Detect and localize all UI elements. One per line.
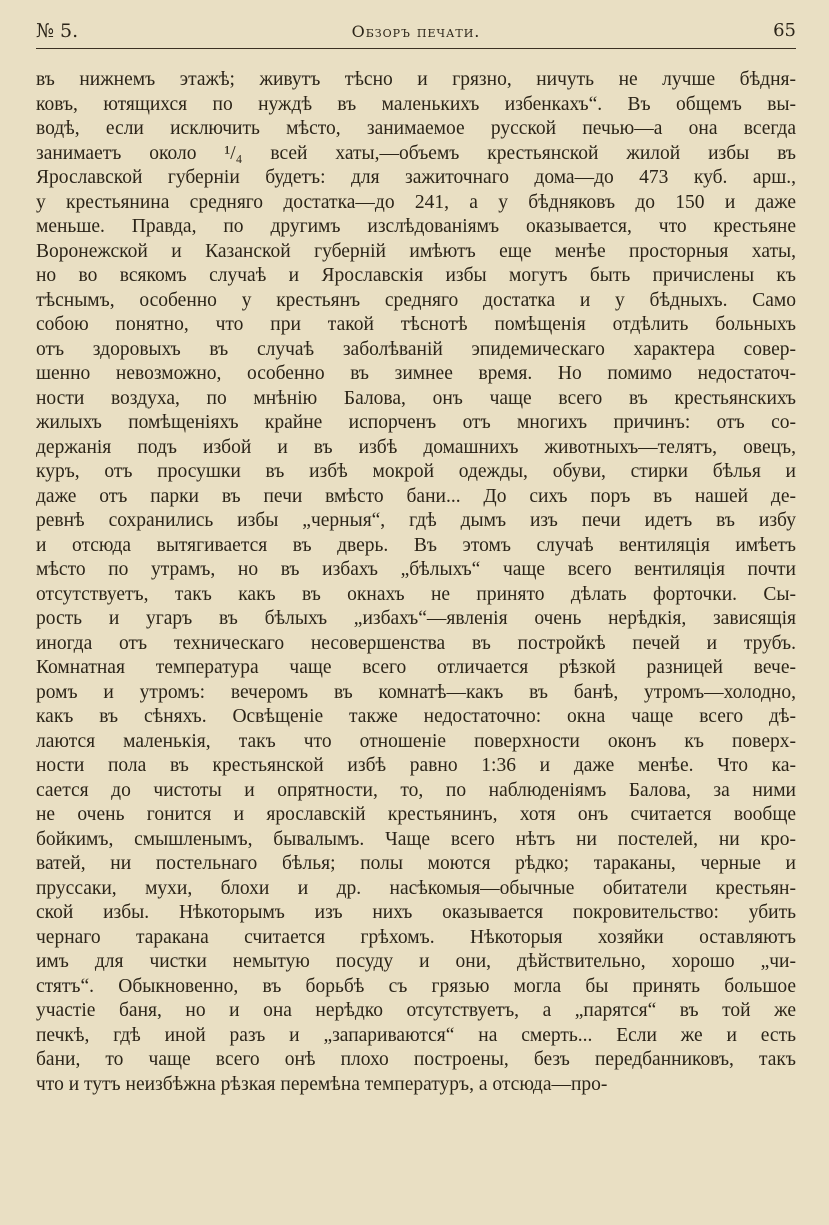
- text-line: занимаетъ около ¹/₄ всей хаты,—объемъ крестьянской жилой избы въ: [36, 142, 796, 164]
- text-line: пруссаки, мухи, блохи и др. насѣкомыя—обычные обитатели крестьян-: [36, 877, 796, 899]
- text-line: какъ въ сѣняхъ. Освѣщеніе также недостаточно: окна чаще всего дѣ-: [36, 706, 796, 727]
- text-line: стятъ“. Обыкновенно, въ борьбѣ съ грязью могла бы принять большое: [36, 975, 796, 997]
- text-line: сается до чистоты и опрятности, то, по наблюденіямъ Балова, за ними: [36, 779, 796, 801]
- text-line: держанія подъ избой и въ избѣ домашнихъ животныхъ—телятъ, овецъ,: [36, 436, 796, 458]
- text-line: ности пола въ крестьянской избѣ равно 1:36 и даже менѣе. Что ка-: [36, 755, 796, 776]
- text-line: куръ, отъ просушки въ избѣ мокрой одежды, обуви, стирки бѣлья и: [36, 461, 796, 482]
- text-line: что и тутъ неизбѣжна рѣзкая перемѣна температуръ, а отсюда—про-: [36, 1073, 608, 1095]
- text-line: имъ для чистки немытую посуду и они, дѣйствительно, хорошо „чи-: [36, 951, 796, 972]
- text-line: Ярославской губерніи будетъ: для зажиточнаго дома—до 473 куб. арш.,: [36, 167, 796, 188]
- text-line: ковъ, ютящихся по нуждѣ въ маленькихъ избенкахъ“. Въ общемъ вы-: [36, 93, 796, 115]
- text-line: рость и угаръ въ бѣлыхъ „избахъ“—явленія очень нерѣдкія, зависящія: [36, 608, 796, 629]
- text-line: бани, то чаще всего онѣ плохо построены, безъ передбанниковъ, такъ: [36, 1049, 796, 1070]
- text-line: тѣснымъ, особенно у крестьянъ средняго достатка и у бѣдныхъ. Само: [36, 289, 796, 311]
- text-line: участіе баня, но и она нерѣдко отсутствуетъ, а „парятся“ въ той же: [36, 1000, 796, 1021]
- page-number: 65: [773, 20, 796, 41]
- text-line: у крестьянина средняго достатка—до 241, а у бѣдняковъ до 150 и даже: [36, 191, 796, 213]
- text-line: ности воздуха, по мнѣнію Балова, онъ чаще всего въ крестьянскихъ: [36, 387, 796, 409]
- text-line: въ нижнемъ этажѣ; живутъ тѣсно и грязно, ничуть не лучше бѣдня-: [36, 69, 796, 90]
- text-line: ревнѣ сохранились избы „черныя“, гдѣ дымъ изъ печи идетъ въ избу: [36, 510, 796, 531]
- text-line: но во всякомъ случаѣ и Ярославскія избы могутъ быть причислены къ: [36, 265, 796, 286]
- text-line: бойкимъ, смышленымъ, бывалымъ. Чаще всего нѣтъ ни постелей, ни кро-: [36, 828, 796, 850]
- text-line: лаются маленькія, такъ что отношеніе поверхности оконъ къ поверх-: [36, 730, 796, 752]
- text-line: не очень гонится и ярославскій крестьянинъ, хотя онъ считается вообще: [36, 804, 796, 825]
- text-line: Воронежской и Казанской губерній имѣютъ еще менѣе просторныя хаты,: [36, 240, 796, 262]
- text-line: иногда отъ техническаго несовершенства въ постройкѣ печей и трубъ.: [36, 632, 796, 654]
- text-line: даже отъ парки въ печи вмѣсто бани... До сихъ поръ въ нашей де-: [36, 485, 796, 507]
- body-paragraph: [36, 68, 796, 1097]
- text-line: мѣсто по утрамъ, но въ избахъ „бѣлыхъ“ чаще всего вентиляція почти: [36, 559, 796, 580]
- text-line: жилыхъ помѣщеніяхъ крайне испорченъ отъ многихъ причинъ: отъ со-: [36, 412, 796, 433]
- section-title: Обзоръ печати.: [351, 22, 481, 41]
- text-line: ватей, ни постельнаго бѣлья; полы моются рѣдко; тараканы, черные и: [36, 853, 796, 874]
- text-line: собою понятно, что при такой тѣснотѣ помѣщенія отдѣлить больныхъ: [36, 314, 796, 335]
- text-line: ской избы. Нѣкоторымъ изъ нихъ оказывается покровительство: убить: [36, 902, 796, 923]
- text-line: и отсюда вытягивается въ дверь. Въ этомъ случаѣ вентиляція имѣетъ: [36, 534, 796, 556]
- text-line: водѣ, если исключить мѣсто, занимаемое русской печью—а она всегда: [36, 118, 796, 139]
- text-line: отъ здоровыхъ въ случаѣ заболѣваній эпидемическаго характера совер-: [36, 338, 796, 360]
- text-line: Комнатная температура чаще всего отличается рѣзкой разницей вече-: [36, 657, 796, 678]
- text-line: печкѣ, гдѣ иной разъ и „запариваются“ на смерть... Если же и есть: [36, 1024, 796, 1046]
- text-line: отсутствуетъ, такъ какъ въ окнахъ не принято дѣлать форточки. Сы-: [36, 583, 796, 605]
- text-line: меньше. Правда, по другимъ изслѣдованіямъ оказывается, что крестьяне: [36, 216, 796, 237]
- running-header: [36, 20, 796, 49]
- issue-number: № 5.: [36, 20, 79, 42]
- text-line: чернаго таракана считается грѣхомъ. Нѣкоторыя хозяйки оставляютъ: [36, 926, 796, 948]
- text-line: шенно невозможно, особенно въ зимнее время. Но помимо недостаточ-: [36, 363, 796, 384]
- text-line: ромъ и утромъ: вечеромъ въ комнатѣ—какъ въ банѣ, утромъ—холодно,: [36, 681, 796, 703]
